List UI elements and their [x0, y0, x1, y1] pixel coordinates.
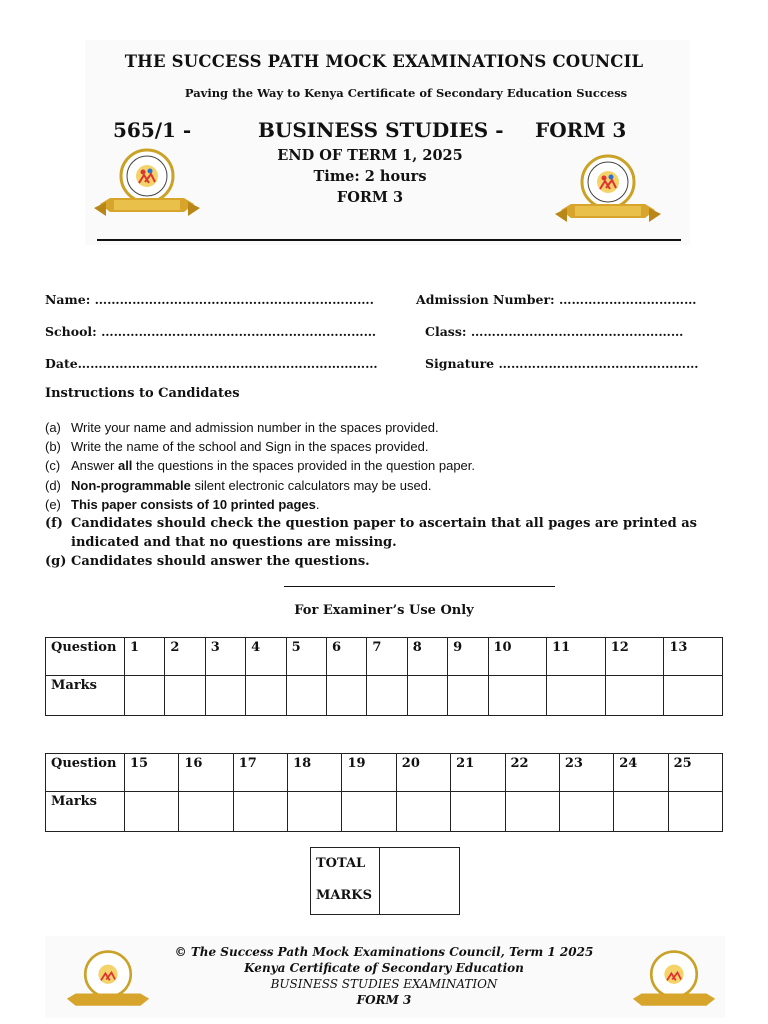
- marks-cell[interactable]: [668, 792, 722, 832]
- question-number-cell: 12: [605, 638, 664, 676]
- instruction-text: [71, 456, 731, 475]
- question-number-cell: 4: [246, 638, 286, 676]
- term-label: END OF TERM 1, 2025: [277, 147, 463, 164]
- question-number-cell: 13: [664, 638, 723, 676]
- question-number-cell: 17: [233, 754, 287, 792]
- marks-cell[interactable]: [286, 676, 326, 716]
- question-number-cell: 16: [179, 754, 233, 792]
- marks-cell[interactable]: [547, 676, 606, 716]
- question-number-cell: 15: [125, 754, 179, 792]
- admission-number-field[interactable]: Admission Number: ……………………………: [416, 292, 697, 307]
- instruction-post: the questions in the spaces provided in the question paper.: [132, 458, 476, 473]
- footer-form: FORM 3: [356, 993, 412, 1007]
- instruction-pre: Write the name of the school and Sign in the spaces provided.: [71, 439, 429, 454]
- marks-cell[interactable]: [342, 792, 396, 832]
- marks-cell[interactable]: [367, 676, 407, 716]
- instruction-item: [45, 437, 745, 456]
- instruction-item: [45, 456, 745, 475]
- instruction-text: [71, 552, 731, 571]
- instruction-label: (g): [45, 554, 67, 569]
- question-number-cell: 21: [451, 754, 505, 792]
- marks-cell[interactable]: [288, 792, 342, 832]
- total-marks-table: [310, 847, 460, 915]
- marks-cell[interactable]: [451, 792, 505, 832]
- question-header: Question: [46, 754, 125, 792]
- instruction-bold: Non-programmable: [71, 478, 191, 493]
- marks-cell[interactable]: [407, 676, 447, 716]
- council-title: THE SUCCESS PATH MOCK EXAMINATIONS COUNCIL: [124, 52, 644, 71]
- instruction-label: (e): [45, 497, 61, 512]
- question-number-cell: 25: [668, 754, 722, 792]
- marks-cell[interactable]: [246, 676, 286, 716]
- instruction-text: [71, 476, 731, 495]
- date-field[interactable]: Date………………………………………………………………: [45, 356, 378, 371]
- footer-kcse: Kenya Certificate of Secondary Education: [244, 961, 524, 975]
- instruction-label: (c): [45, 458, 61, 473]
- question-number-cell: 1: [125, 638, 165, 676]
- marks-cell[interactable]: [326, 676, 366, 716]
- instruction-text: [71, 514, 731, 552]
- total-marks-cell[interactable]: [380, 848, 460, 915]
- total-label-1: TOTAL: [316, 856, 366, 871]
- instruction-text: [71, 437, 731, 456]
- total-marks-label: [311, 848, 380, 915]
- examiner-title: For Examiner’s Use Only: [294, 603, 474, 618]
- marks-cell[interactable]: [205, 676, 245, 716]
- question-number-cell: 10: [488, 638, 547, 676]
- instruction-label: (b): [45, 439, 61, 454]
- marks-cell[interactable]: [614, 792, 668, 832]
- marks-cell[interactable]: [488, 676, 547, 716]
- marks-cell[interactable]: [664, 676, 723, 716]
- instruction-item: [45, 495, 745, 514]
- marks-cell[interactable]: [448, 676, 488, 716]
- time-label: Time: 2 hours: [313, 168, 427, 185]
- instruction-pre: Answer: [71, 458, 118, 473]
- instruction-item: [45, 476, 745, 495]
- instruction-bold: Candidates should answer the questions.: [71, 554, 370, 569]
- instruction-post: silent electronic calculators may be used.: [190, 478, 432, 493]
- instruction-post: .: [315, 497, 320, 512]
- header-rule: [97, 239, 681, 241]
- total-label-2: MARKS: [316, 888, 372, 903]
- marks-cell[interactable]: [559, 792, 613, 832]
- school-field[interactable]: School: …………………………………………………………: [45, 324, 377, 339]
- marks-table-1: [45, 637, 723, 716]
- question-number-cell: 3: [205, 638, 245, 676]
- marks-header: Marks: [46, 676, 125, 716]
- marks-cell[interactable]: [125, 792, 179, 832]
- marks-cell[interactable]: [125, 676, 165, 716]
- marks-cell[interactable]: [179, 792, 233, 832]
- subject-title: BUSINESS STUDIES -: [258, 118, 504, 142]
- form-sub-label: FORM 3: [336, 189, 404, 206]
- question-number-cell: 11: [547, 638, 606, 676]
- instruction-item: [45, 552, 745, 571]
- marks-table-2: [45, 753, 723, 832]
- question-number-cell: 24: [614, 754, 668, 792]
- tagline: Paving the Way to Kenya Certificate of Secondary Education Success: [184, 86, 628, 100]
- marks-cell[interactable]: [605, 676, 664, 716]
- footer-copyright: © The Success Path Mock Examinations Council, Term 1 2025: [174, 945, 594, 959]
- instruction-label: (f): [45, 516, 63, 531]
- council-logo-left: [92, 146, 202, 226]
- question-number-cell: 23: [559, 754, 613, 792]
- instruction-label: (a): [45, 420, 61, 435]
- question-number-cell: 2: [165, 638, 205, 676]
- question-number-cell: 7: [367, 638, 407, 676]
- name-field[interactable]: Name: ………………………………………………………….: [45, 292, 375, 307]
- marks-cell[interactable]: [233, 792, 287, 832]
- instruction-item: [45, 418, 745, 437]
- instruction-bold: This paper consists of 10 printed pages: [71, 497, 316, 512]
- marks-cell[interactable]: [165, 676, 205, 716]
- question-number-cell: 8: [407, 638, 447, 676]
- divider: [284, 586, 555, 587]
- question-header: Question: [46, 638, 125, 676]
- instruction-bold: Candidates should check the question paper to ascertain that all pages are printed as indicated and that no questions are missing.: [71, 516, 697, 550]
- question-number-cell: 20: [396, 754, 450, 792]
- question-number-cell: 9: [448, 638, 488, 676]
- question-number-cell: 6: [326, 638, 366, 676]
- instruction-bold: all: [117, 458, 133, 473]
- instruction-text: [71, 418, 731, 437]
- paper-code: 565/1 -: [113, 118, 192, 142]
- question-number-cell: 18: [288, 754, 342, 792]
- council-logo-right: [553, 152, 663, 232]
- signature-field[interactable]: Signature …………………………………………: [425, 356, 699, 371]
- question-number-cell: 5: [286, 638, 326, 676]
- marks-header: Marks: [46, 792, 125, 832]
- question-number-cell: 19: [342, 754, 396, 792]
- marks-cell[interactable]: [396, 792, 450, 832]
- question-number-cell: 22: [505, 754, 559, 792]
- form-label: FORM 3: [535, 118, 627, 142]
- marks-cell[interactable]: [505, 792, 559, 832]
- instruction-text: [71, 495, 731, 514]
- instruction-pre: Write your name and admission number in the spaces provided.: [71, 420, 439, 435]
- class-field[interactable]: Class: ……………………………………………: [425, 324, 684, 339]
- footer-exam: BUSINESS STUDIES EXAMINATION: [270, 977, 498, 991]
- instruction-label: (d): [45, 478, 61, 493]
- instructions-title: Instructions to Candidates: [45, 386, 240, 401]
- instruction-item: [45, 514, 745, 550]
